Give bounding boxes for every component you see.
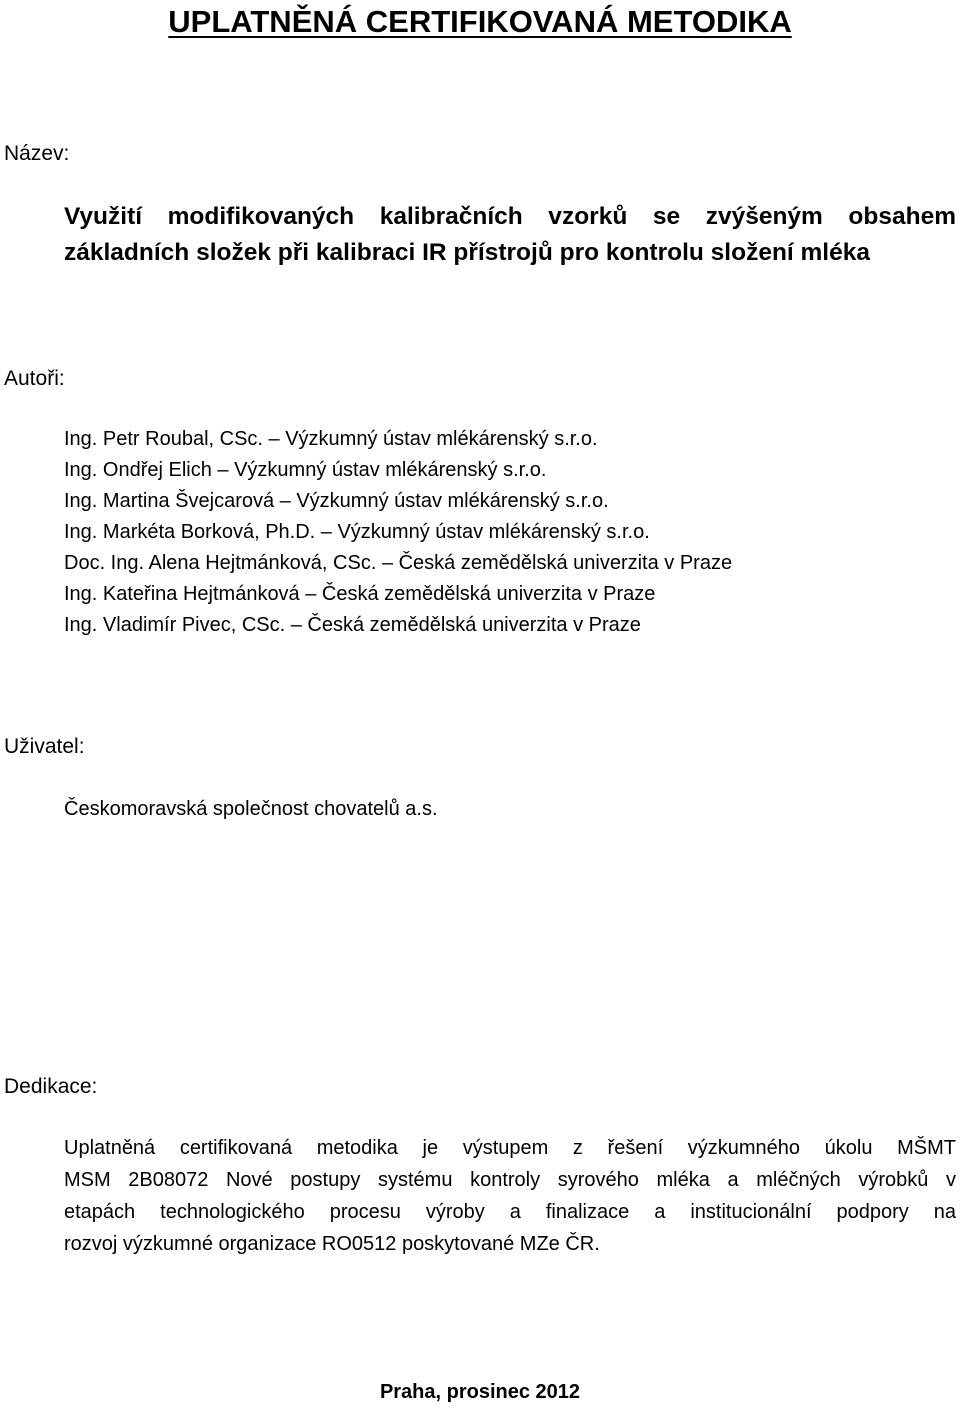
user-label: Uživatel: [4,735,85,758]
document-title: UPLATNĚNÁ CERTIFIKOVANÁ METODIKA [168,4,792,39]
methodology-title-line-1: Využití modifikovaných kalibračních vzorků se zvýšeným obsahem [64,203,956,230]
methodology-title [64,199,956,271]
author-item: Ing. Kateřina Hejtmánková – Česká zemědělská univerzita v Praze [64,583,656,605]
author-item: Ing. Ondřej Elich – Výzkumný ústav mlékárenský s.r.o. [64,459,547,481]
dedication-line: etapách technologického procesu výroby a finalizace a institucionální podpory na [64,1201,956,1223]
author-item: Ing. Vladimír Pivec, CSc. – Česká zemědělská univerzita v Praze [64,614,641,636]
place-and-date: Praha, prosinec 2012 [379,1381,581,1403]
author-item: Ing. Petr Roubal, CSc. – Výzkumný ústav mlékárenský s.r.o. [64,428,598,450]
author-item: Ing. Markéta Borková, Ph.D. – Výzkumný ústav mlékárenský s.r.o. [64,521,650,543]
author-item: Ing. Martina Švejcarová – Výzkumný ústav mlékárenský s.r.o. [64,490,609,512]
methodology-title-line-2: základních složek při kalibraci IR přístrojů pro kontrolu složení mléka [64,239,870,266]
user-organization: Českomoravská společnost chovatelů a.s. [64,798,438,820]
dedication-line: MSM 2B08072 Nové postupy systému kontroly syrového mléka a mléčných výrobků v [64,1169,956,1191]
dedication-label: Dedikace: [4,1075,98,1098]
dedication-text [64,1132,956,1260]
authors-label: Autoři: [4,367,65,390]
dedication-line: rozvoj výzkumné organizace RO0512 poskytované MZe ČR. [64,1233,600,1255]
dedication-line: Uplatněná certifikovaná metodika je výstupem z řešení výzkumného úkolu MŠMT [64,1137,956,1159]
authors-list [64,424,732,641]
author-item: Doc. Ing. Alena Hejtmánková, CSc. – Česká zemědělská univerzita v Praze [64,552,733,574]
name-label: Název: [4,142,70,165]
